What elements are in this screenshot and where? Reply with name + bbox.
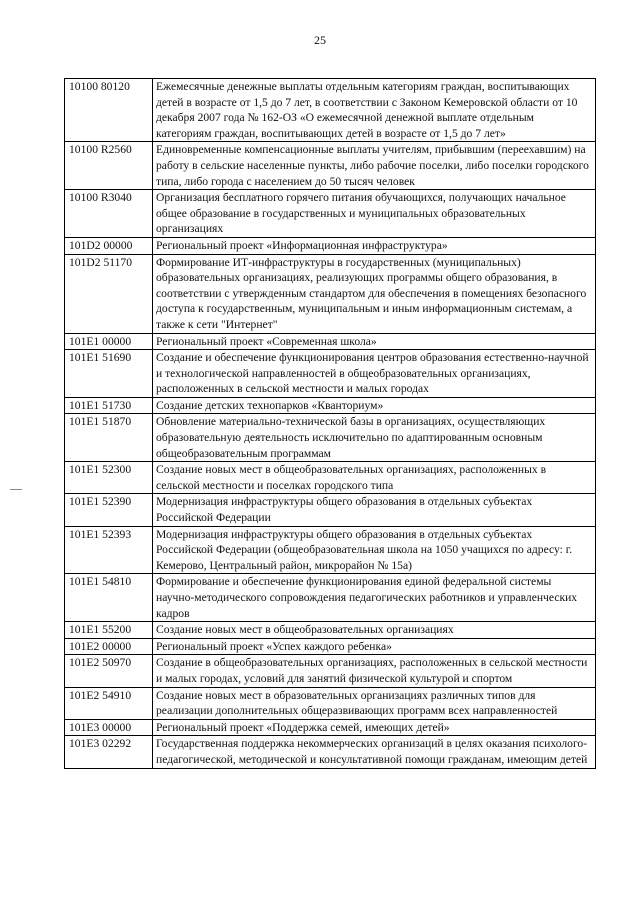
- table-row: [65, 142, 596, 190]
- description-cell: Формирование ИТ-инфраструктуры в государственных (муниципальных) образовательных организациях, реализующих программы общего образования, в соответствии с утвержденным стандартом для обеспечения в помещениях безопасного доступа к государственным, муниципальным и иным информационным системам, а также к сети "Интернет": [153, 254, 596, 333]
- table-row: [65, 397, 596, 414]
- description-cell: Создание новых мест в общеобразовательных организациях, расположенных в сельской местности и поселках городского типа: [153, 462, 596, 494]
- classification-code-cell: 101E2 50970: [65, 655, 153, 687]
- classification-code-cell: 101E1 51730: [65, 397, 153, 414]
- classification-code-cell: 10100 80120: [65, 79, 153, 142]
- description-cell: Создание новых мест в общеобразовательных организациях: [153, 622, 596, 639]
- description-cell: Создание детских технопарков «Кванториум»: [153, 397, 596, 414]
- scan-margin-mark: [10, 489, 22, 490]
- table-row: [65, 333, 596, 350]
- classification-code-cell: 10100 R3040: [65, 190, 153, 238]
- page-number: 25: [314, 33, 326, 47]
- classification-code-cell: 101D2 00000: [65, 237, 153, 254]
- table-row: [65, 719, 596, 736]
- budget-code-table: [64, 78, 596, 769]
- classification-code-cell: 101E1 55200: [65, 622, 153, 639]
- table-row: [65, 655, 596, 687]
- description-cell: Создание в общеобразовательных организациях, расположенных в сельской местности и малых городах, условий для занятий физической культурой и спортом: [153, 655, 596, 687]
- description-cell: Государственная поддержка некоммерческих организаций в целях оказания психолого-педагогической, методической и консультативной помощи гражданам, имеющим детей: [153, 736, 596, 768]
- table-row: [65, 190, 596, 238]
- table-row: [65, 526, 596, 574]
- table-row: [65, 687, 596, 719]
- description-cell: Региональный проект «Информационная инфраструктура»: [153, 237, 596, 254]
- classification-code-cell: 101E1 52393: [65, 526, 153, 574]
- description-cell: Обновление материально-технической базы в организациях, осуществляющих образовательную деятельность исключительно по адаптированным основным общеобразовательным программам: [153, 414, 596, 462]
- table-row: [65, 638, 596, 655]
- table-row: [65, 237, 596, 254]
- classification-code-cell: 101E1 52300: [65, 462, 153, 494]
- classification-code-cell: 10100 R2560: [65, 142, 153, 190]
- description-cell: Организация бесплатного горячего питания обучающихся, получающих начальное общее образование в государственных и муниципальных образовательных организациях: [153, 190, 596, 238]
- classification-code-cell: 101E2 54910: [65, 687, 153, 719]
- description-cell: Региональный проект «Современная школа»: [153, 333, 596, 350]
- description-cell: Модернизация инфраструктуры общего образования в отдельных субъектах Российской Федерации: [153, 494, 596, 526]
- classification-code-cell: 101E1 51870: [65, 414, 153, 462]
- description-cell: Модернизация инфраструктуры общего образования в отдельных субъектах Российской Федерации (общеобразовательная школа на 1050 учащихся по адресу: г. Кемерово, Центральный район, микрорайон № 15а): [153, 526, 596, 574]
- classification-code-cell: 101E3 02292: [65, 736, 153, 768]
- classification-code-cell: 101E1 52390: [65, 494, 153, 526]
- table-row: [65, 414, 596, 462]
- classification-code-cell: 101E3 00000: [65, 719, 153, 736]
- description-cell: Формирование и обеспечение функционирования единой федеральной системы научно-методического сопровождения педагогических работников и управленческих кадров: [153, 574, 596, 622]
- description-cell: Ежемесячные денежные выплаты отдельным категориям граждан, воспитывающих детей в возрасте от 1,5 до 7 лет, в соответствии с Законом Кемеровской области от 10 декабря 2007 года № 162-ОЗ «О ежемесячной денежной выплате отдельным категориям граждан, воспитывающих детей в возрасте от 1,5 до 7 лет»: [153, 79, 596, 142]
- table-row: [65, 79, 596, 142]
- description-cell: Региональный проект «Поддержка семей, имеющих детей»: [153, 719, 596, 736]
- table-row: [65, 622, 596, 639]
- table-row: [65, 736, 596, 768]
- table-row: [65, 494, 596, 526]
- table-row: [65, 574, 596, 622]
- classification-code-cell: 101E1 51690: [65, 350, 153, 398]
- description-cell: Создание новых мест в образовательных организациях различных типов для реализации дополнительных общеразвивающих программ всех направленностей: [153, 687, 596, 719]
- description-cell: Региональный проект «Успех каждого ребенка»: [153, 638, 596, 655]
- classification-code-cell: 101E2 00000: [65, 638, 153, 655]
- table-row: [65, 254, 596, 333]
- budget-code-table-container: [64, 78, 589, 769]
- classification-code-cell: 101D2 51170: [65, 254, 153, 333]
- description-cell: Создание и обеспечение функционирования центров образования естественно-научной и технологической направленностей в общеобразовательных организациях, расположенных в сельской местности и малых городах: [153, 350, 596, 398]
- classification-code-cell: 101E1 00000: [65, 333, 153, 350]
- table-row: [65, 462, 596, 494]
- table-row: [65, 350, 596, 398]
- description-cell: Единовременные компенсационные выплаты учителям, прибывшим (переехавшим) на работу в сельские населенные пункты, либо рабочие поселки, либо поселки городского типа, либо города с населением до 50 тысяч человек: [153, 142, 596, 190]
- classification-code-cell: 101E1 54810: [65, 574, 153, 622]
